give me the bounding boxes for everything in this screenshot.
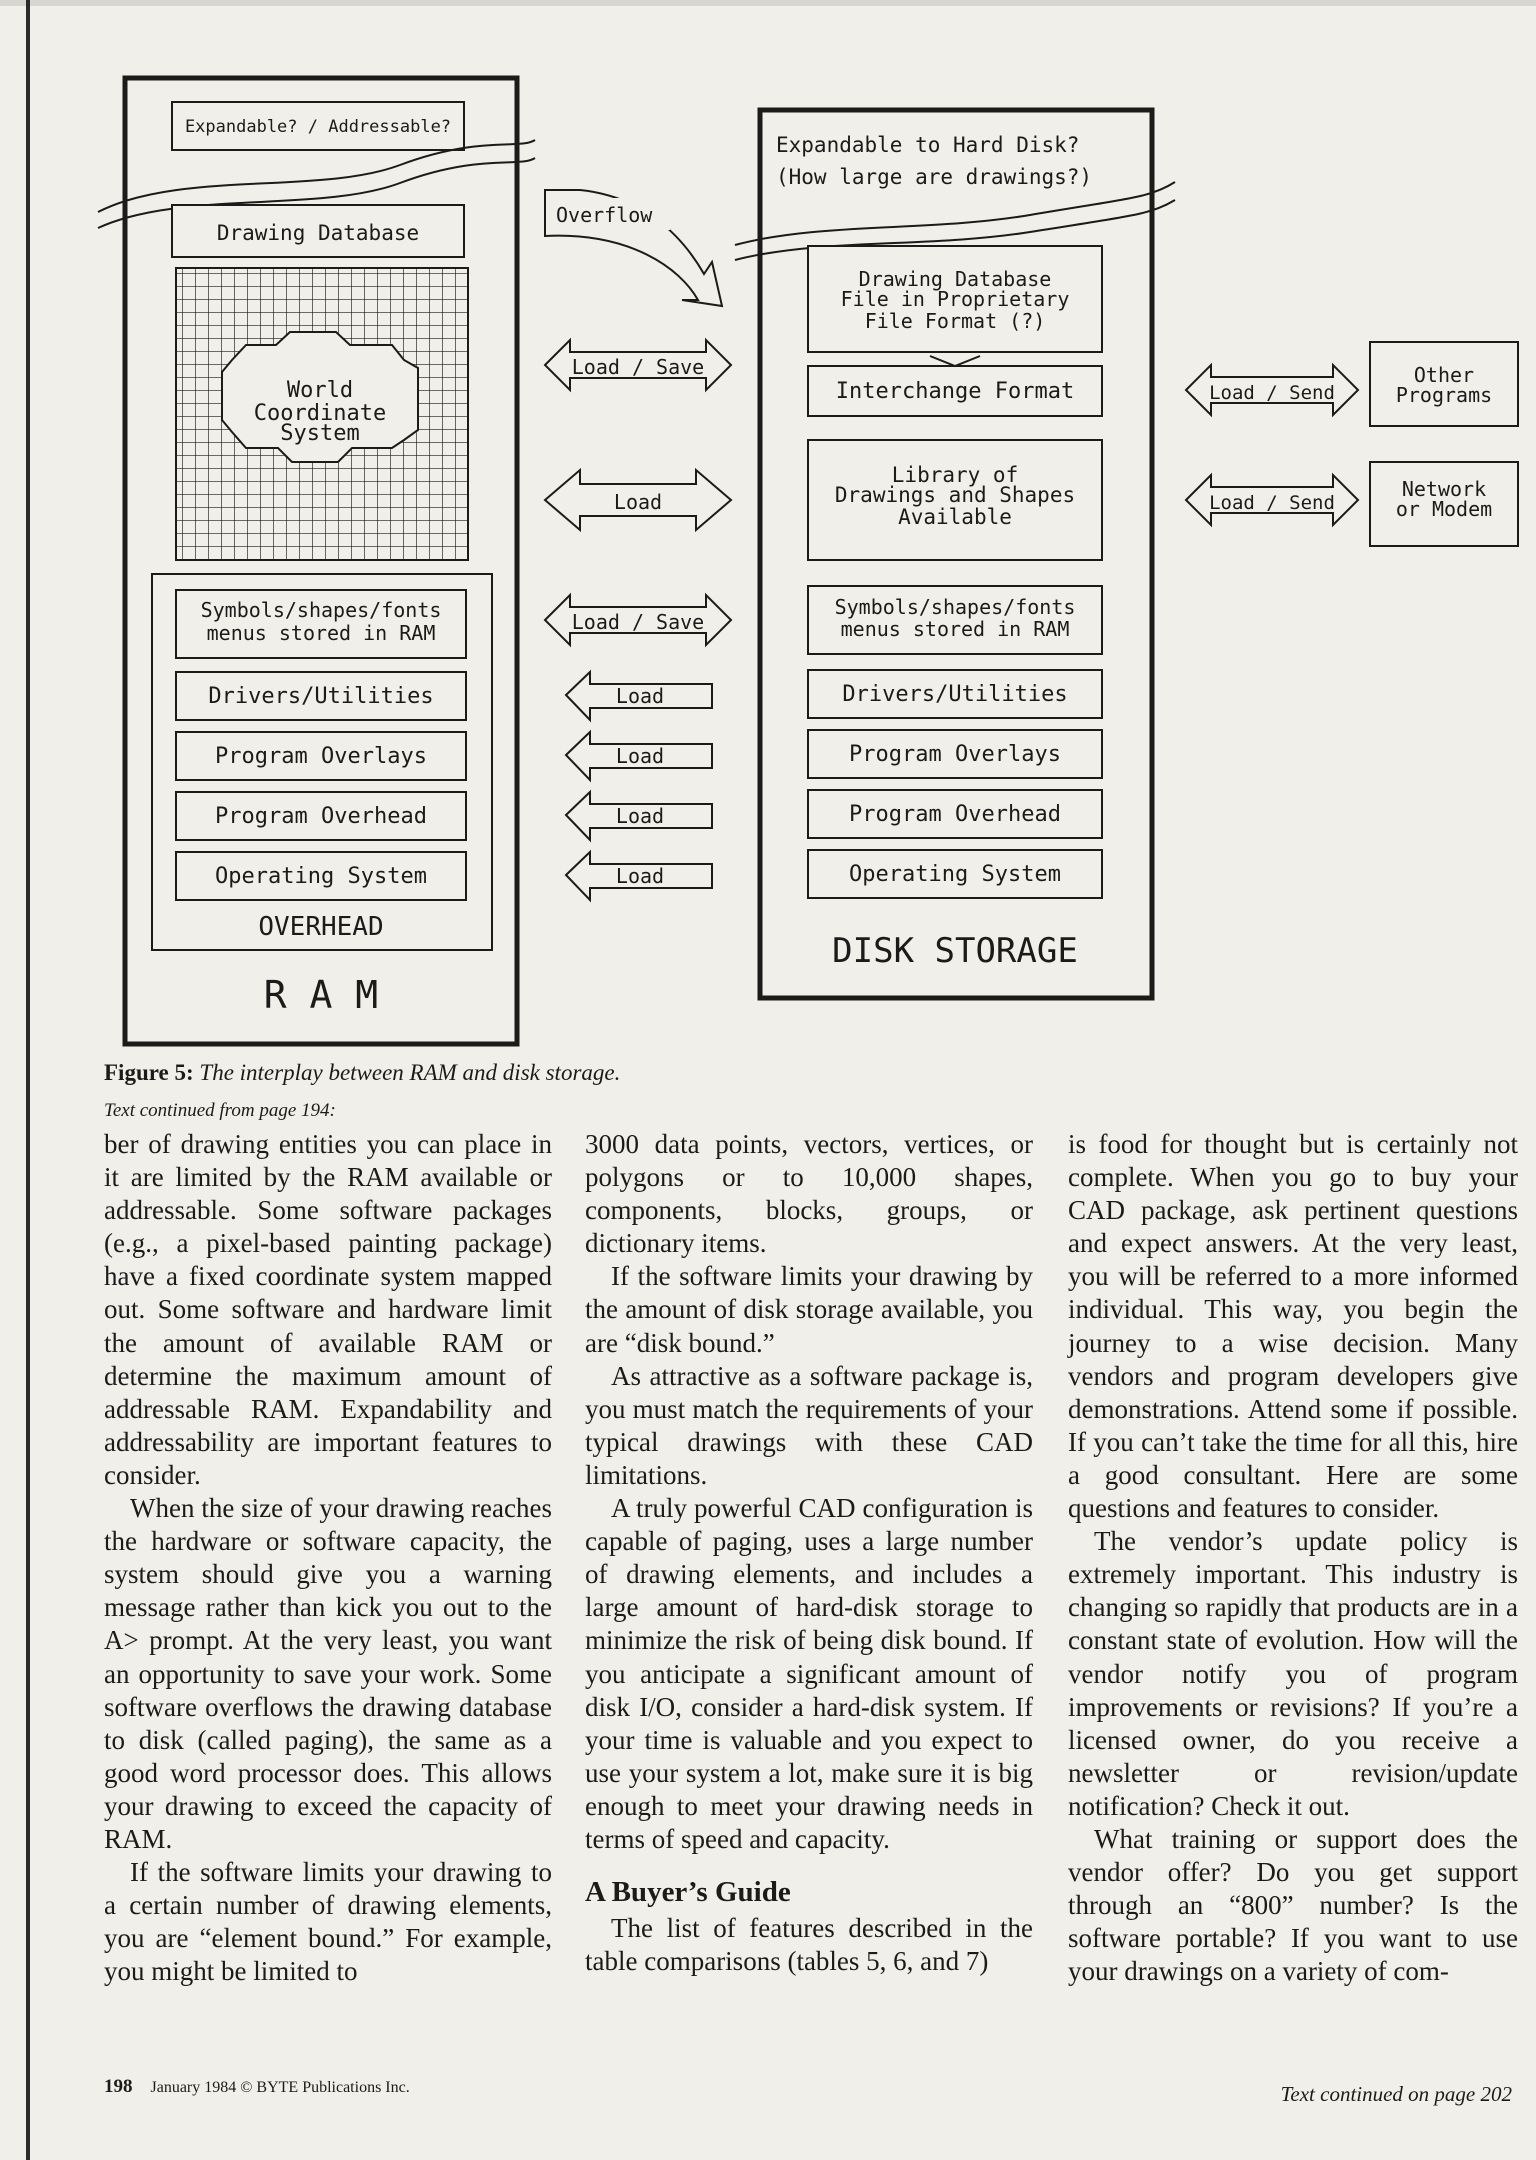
continued-on: Text continued on page 202 xyxy=(1280,2082,1512,2106)
paragraph: is food for thought but is certainly not complete. When you go to buy your CAD package, ask pertinent questions and expect answers. At the very least, you will be referred to a more informed individual. This way, you begin the journey to a wise decision. Many vendors and program developers give demonstrations. Attend some if possible. If you can’t take the time for all this, hire a good consultant. Here are some questions and features to consider. xyxy=(1068,1129,1518,1524)
load-send-label-2: Load / Send xyxy=(1209,492,1335,514)
disk-interchange-label: Interchange Format xyxy=(835,379,1075,404)
disk-library-line1: Library of xyxy=(891,463,1019,487)
ram-drawing-database-label: Drawing Database xyxy=(216,221,420,245)
load-overhead-label: Load xyxy=(615,804,665,828)
paragraph: If the software limits your drawing to a certain number of drawing elements, you are “element bound.” For example, you might be limited to xyxy=(104,1857,552,1987)
load-save-label-1: Load / Save xyxy=(571,355,705,379)
paragraph: The vendor’s update policy is extremely important. This industry is changing so rapidly that products are in a constant state of evolution. How will the vendor notify you of program improvements or revisions? If you’re a licensed owner, do you receive a newsletter or revision/update notification? Check it out. xyxy=(1068,1526,1518,1821)
ram-overlays-label: Program Overlays xyxy=(215,744,427,769)
load-save-label-2: Load / Save xyxy=(571,610,705,634)
load-send-label-1: Load / Send xyxy=(1209,382,1335,404)
paragraph: A truly powerful CAD configuration is capable of paging, uses a large number of drawing elements, and includes a large amount of hard-disk storage to minimize the risk of being disk bound. If you anticipate a significant amount of disk I/O, consider a hard-disk system. If your time is valuable and you expect to use your system a lot, make sure it is big enough to meet your drawing needs in terms of speed and capacity. xyxy=(585,1493,1033,1854)
ram-os-label: Operating System xyxy=(215,864,427,889)
disk-symbols-line2: menus stored in RAM xyxy=(840,617,1070,641)
disk-drivers-label: Drivers/Utilities xyxy=(842,682,1068,707)
text-column-2 xyxy=(585,1128,1033,1978)
disk-expandable-line2: (How large are drawings?) xyxy=(776,165,1093,189)
disk-expandable-line1: Expandable to Hard Disk? xyxy=(776,133,1080,157)
paragraph: As attractive as a software package is, you must match the requirements of your typical drawings with these CAD limitations. xyxy=(585,1360,1033,1490)
disk-overlays-label: Program Overlays xyxy=(849,742,1061,767)
load-os-label: Load xyxy=(615,864,665,888)
disk-label: DISK STORAGE xyxy=(832,931,1078,971)
figure-title: The interplay between RAM and disk storage. xyxy=(199,1060,621,1085)
ram-disk-diagram xyxy=(0,0,1536,1060)
other-programs-line2: Programs xyxy=(1395,383,1493,407)
disk-library-line2: Drawings and Shapes xyxy=(834,483,1076,507)
footer-text: January 1984 © BYTE Publications Inc. xyxy=(150,2079,410,2096)
text-column-3 xyxy=(1068,1128,1518,1988)
ram-symbols-line1: Symbols/shapes/fonts xyxy=(200,598,442,622)
ram-label: R A M xyxy=(263,973,379,1017)
overflow-label: Overflow xyxy=(556,203,653,227)
network-line1: Network xyxy=(1401,477,1487,501)
disk-overhead-label: Program Overhead xyxy=(849,802,1061,827)
figure-label: Figure 5: xyxy=(104,1060,194,1085)
paragraph: ber of drawing entities you can place in it are limited by the RAM available or addressable. Some software packages (e.g., a pixel-based painting package) have a fixed coordinate system mapped out. Some software and hardware limit the amount of available RAM or determine the maximum amount of addressable RAM. Expandability and addressability are important features to consider. xyxy=(104,1129,552,1490)
paragraph: The list of features described in the table comparisons (tables 5, 6, and 7) xyxy=(585,1913,1033,1977)
ram-overhead-caption: OVERHEAD xyxy=(258,912,384,942)
disk-os-label: Operating System xyxy=(849,862,1061,887)
disk-library-line3: Available xyxy=(898,505,1012,529)
ram-overhead-label: Program Overhead xyxy=(215,804,427,829)
load-overlays-label: Load xyxy=(615,744,665,768)
paragraph: 3000 data points, vectors, vertices, or polygons or to 10,000 shapes, components, blocks, groups, or dictionary items. xyxy=(585,1129,1033,1259)
disk-database-file-line2: File in Proprietary xyxy=(840,287,1070,311)
load-library-label: Load xyxy=(613,490,663,514)
paragraph: What training or support does the vendor offer? Do you get support through an “800” number? Is the software portable? If you want to use your drawings on a variety of com- xyxy=(1068,1823,1518,1987)
disk-database-file-line1: Drawing Database xyxy=(858,267,1052,291)
section-heading: A Buyer’s Guide xyxy=(585,1876,791,1909)
ram-symbols-line2: menus stored in RAM xyxy=(206,621,436,645)
paragraph: If the software limits your drawing by the amount of disk storage available, you are “disk bound.” xyxy=(585,1261,1033,1358)
continued-from: Text continued from page 194: xyxy=(104,1100,336,1121)
text-column-1 xyxy=(104,1128,552,1988)
ram-expandable-label: Expandable? / Addressable? xyxy=(184,117,452,137)
world-coordinate-line2: Coordinate xyxy=(253,401,387,426)
paragraph: When the size of your drawing reaches the hardware or software capacity, the system should give you a warning message rather than kick you out to the A> prompt. At the very least, you want an opportunity to save your work. Some software overflows the drawing database to disk (called paging), the same as a good word processor does. This allows your drawing to exceed the capacity of RAM. xyxy=(104,1493,552,1854)
load-drivers-label: Load xyxy=(615,684,665,708)
network-line2: or Modem xyxy=(1395,497,1493,521)
page-footer xyxy=(104,2076,410,2098)
disk-symbols-line1: Symbols/shapes/fonts xyxy=(834,595,1076,619)
world-coordinate-line1: World xyxy=(286,378,354,403)
world-coordinate-line3: System xyxy=(280,421,360,446)
page-number: 198 xyxy=(104,2076,133,2097)
figure-caption xyxy=(104,1060,620,1086)
database-to-interchange-arrow xyxy=(930,356,980,366)
ram-drivers-label: Drivers/Utilities xyxy=(208,684,434,709)
other-programs-line1: Other xyxy=(1413,363,1475,387)
disk-database-file-line3: File Format (?) xyxy=(864,309,1046,333)
